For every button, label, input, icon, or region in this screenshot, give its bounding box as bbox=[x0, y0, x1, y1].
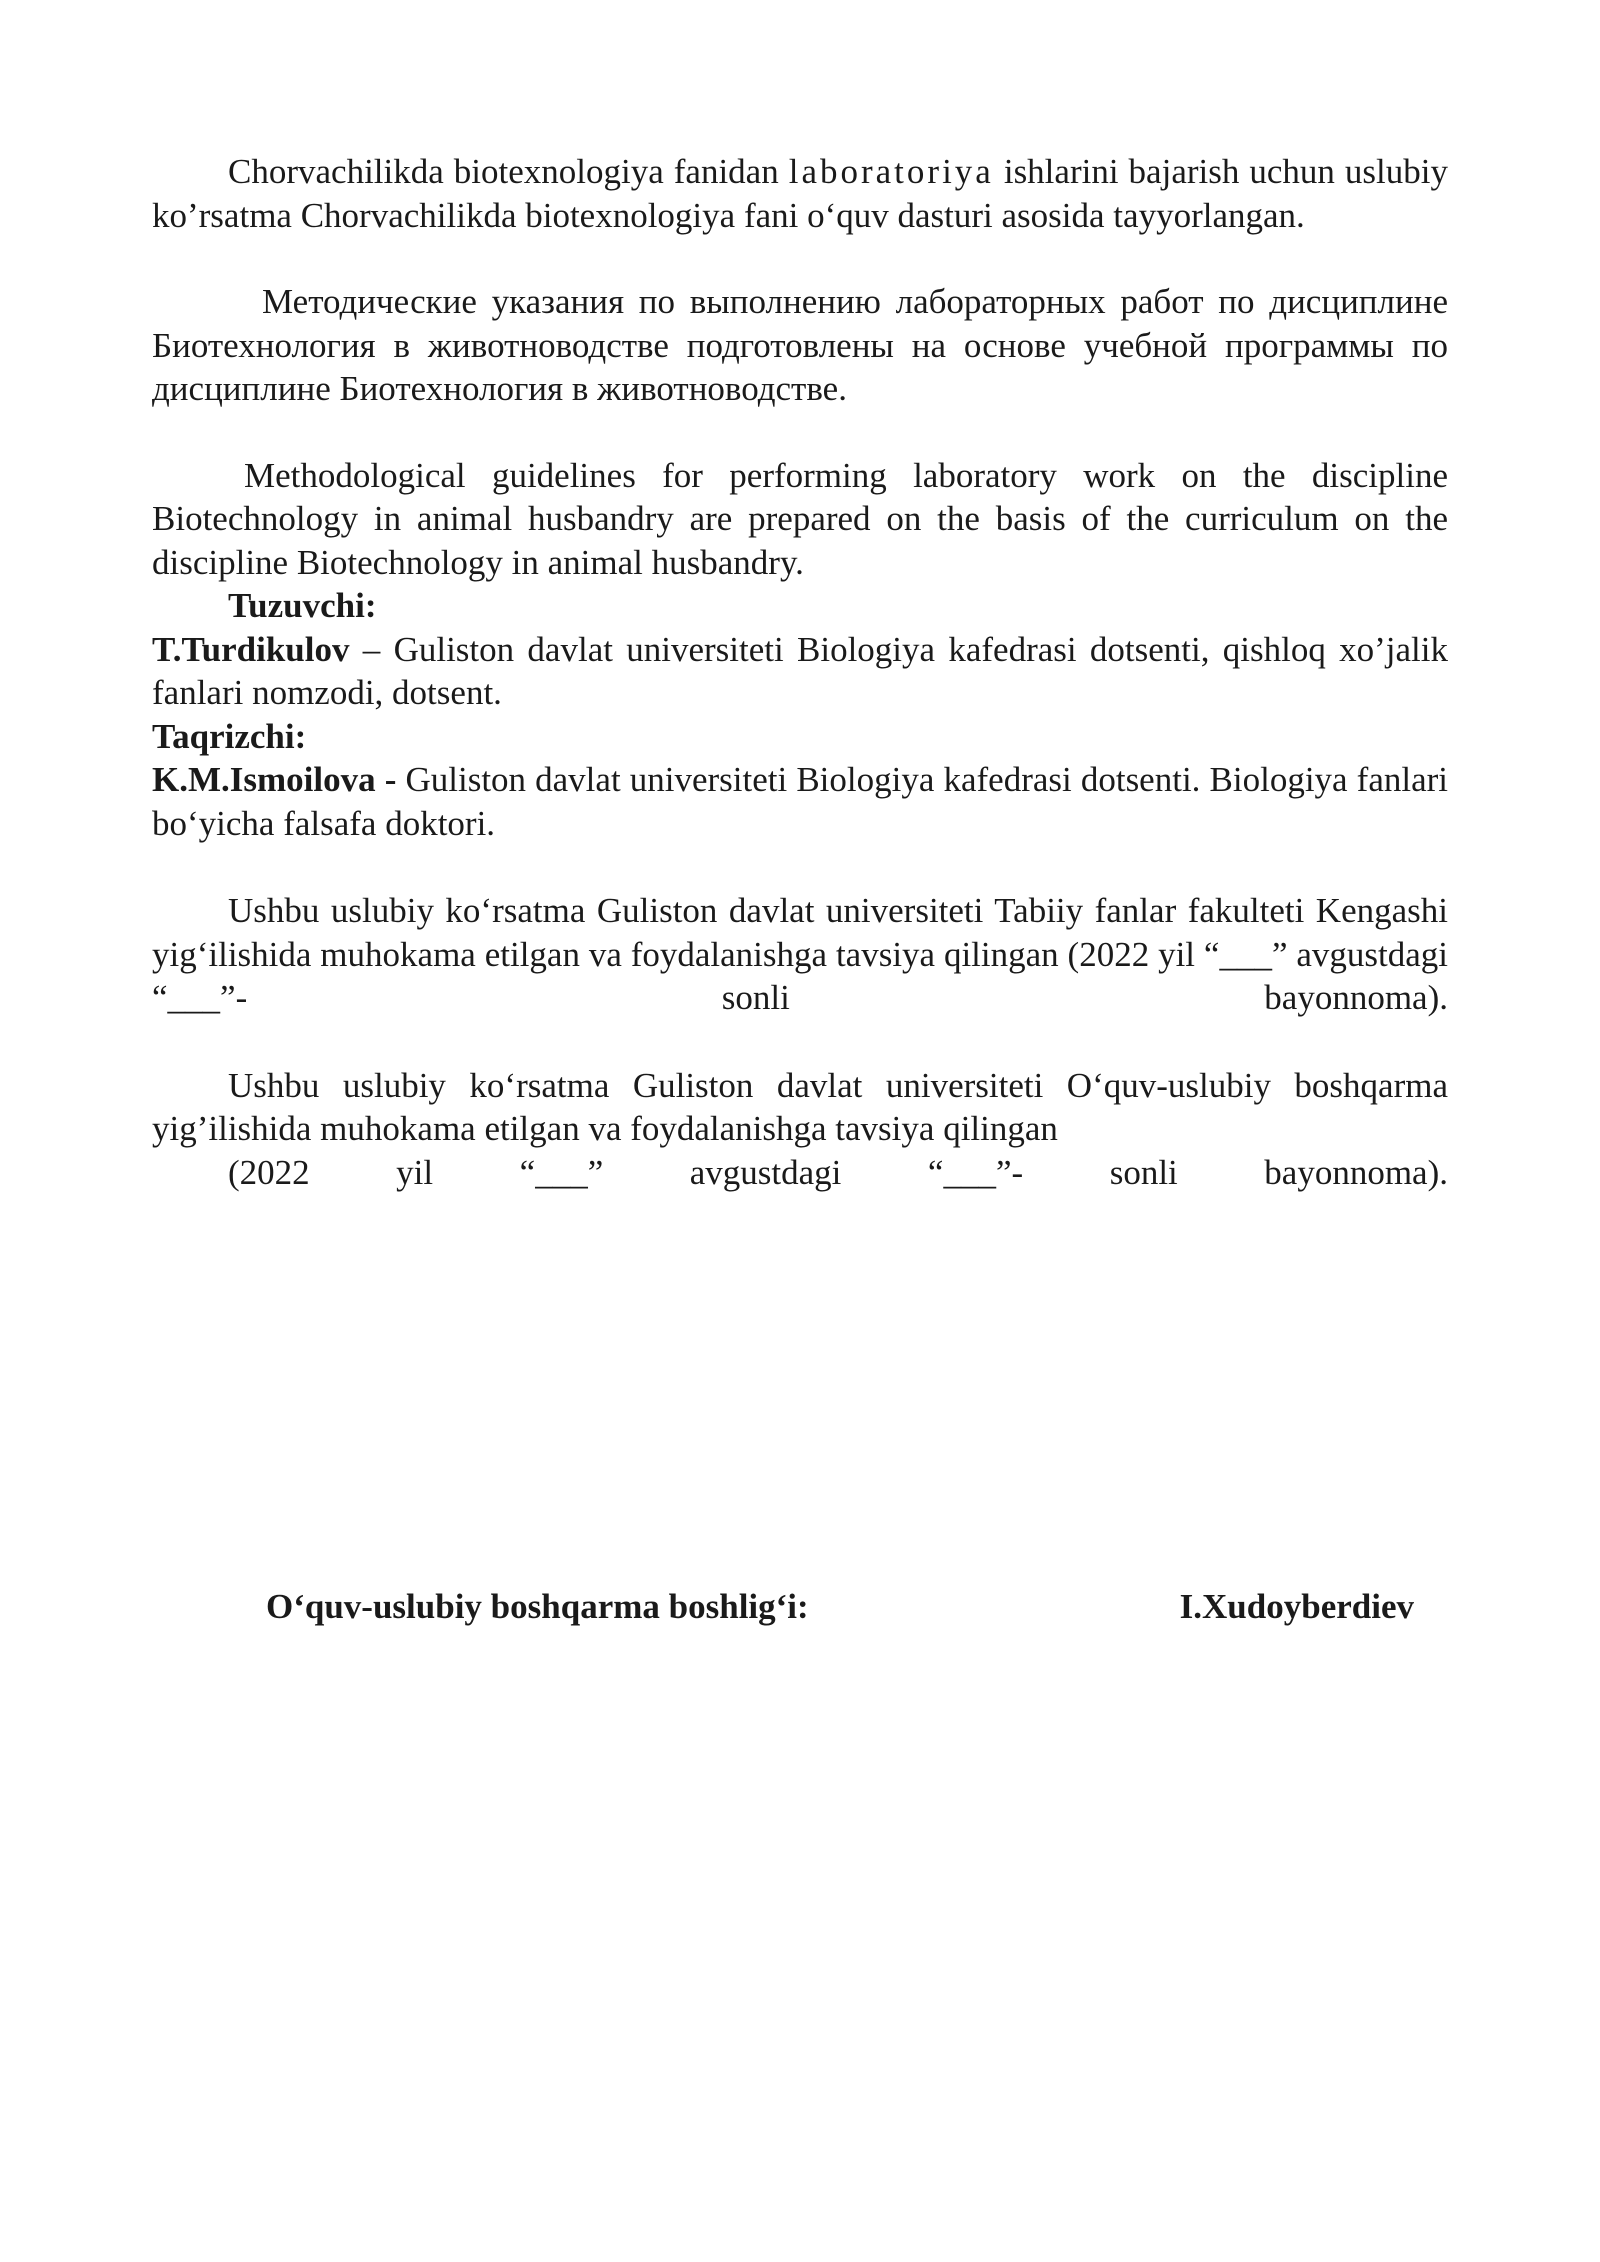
compiler-paragraph bbox=[152, 628, 1448, 715]
compiler-description: – Guliston davlat universiteti Biologiya kafedrasi dotsenti, qishloq xo’jalik fanlari nomzodi, dotsent. bbox=[152, 629, 1448, 712]
intro-uzbek-spaced-word: laboratoriya bbox=[788, 152, 994, 191]
faculty-approval-paragraph: Ushbu uslubiy ko‘rsatma Guliston davlat universiteti Tabiiy fanlar fakulteti Kengashi yig‘ilishida muhokama etilgan va foydalanishga tavsiya qilingan (2022 yil “___” avgustdagi “___”- sonli bayonnoma). bbox=[152, 891, 1448, 1017]
reviewer-name: K.M.Ismoilova - bbox=[152, 760, 397, 799]
compiler-label: Tuzuvchi: bbox=[228, 586, 377, 625]
signature-name: I.Xudoyberdiev bbox=[1179, 1587, 1414, 1626]
document-body bbox=[152, 150, 1448, 1194]
reviewer-description: Guliston davlat universiteti Biologiya kafedrasi dotsenti. Biologiya fanlari bo‘yicha falsafa doktori. bbox=[152, 760, 1449, 843]
intro-uzbek-paragraph bbox=[152, 150, 1448, 237]
reviewer-paragraph bbox=[152, 758, 1448, 845]
reviewer-label: Taqrizchi: bbox=[152, 716, 307, 756]
intro-uzbek-text-part1: Chorvachilikda biotexnologiya fanidan bbox=[228, 152, 789, 191]
signature-block bbox=[266, 1585, 1414, 1629]
signature-title: O‘quv-uslubiy boshqarma boshlig‘i: bbox=[266, 1587, 809, 1626]
intro-uzbek-text-part2: ishlarini bajarish uchun uslubiy ko’rsatma Chorvachilikda biotexnologiya fani o‘quv dasturi asosida tayyorlangan. bbox=[152, 152, 1448, 235]
board-approval-date-line: (2022 yil “___” avgustdagi “___”- sonli bayonnoma). bbox=[228, 1152, 1448, 1192]
intro-english-paragraph: Methodological guidelines for performing laboratory work on the discipline Biotechnology in animal husbandry are prepared on the basis of the curriculum on the discipline Biotechnology in animal husbandry. bbox=[152, 455, 1448, 582]
intro-russian-paragraph: Методические указания по выполнению лабораторных работ по дисциплине Биотехнология в животноводстве подготовлены на основе учебной программы по дисциплине Биотехнология в животноводстве. bbox=[152, 282, 1448, 408]
board-approval-paragraph: Ushbu uslubiy ko‘rsatma Guliston davlat universiteti O‘quv-uslubiy boshqarma yig’ilishida muhokama etilgan va foydalanishga tavsiya qilingan bbox=[152, 1065, 1448, 1148]
compiler-name: T.Turdikulov bbox=[152, 629, 350, 669]
